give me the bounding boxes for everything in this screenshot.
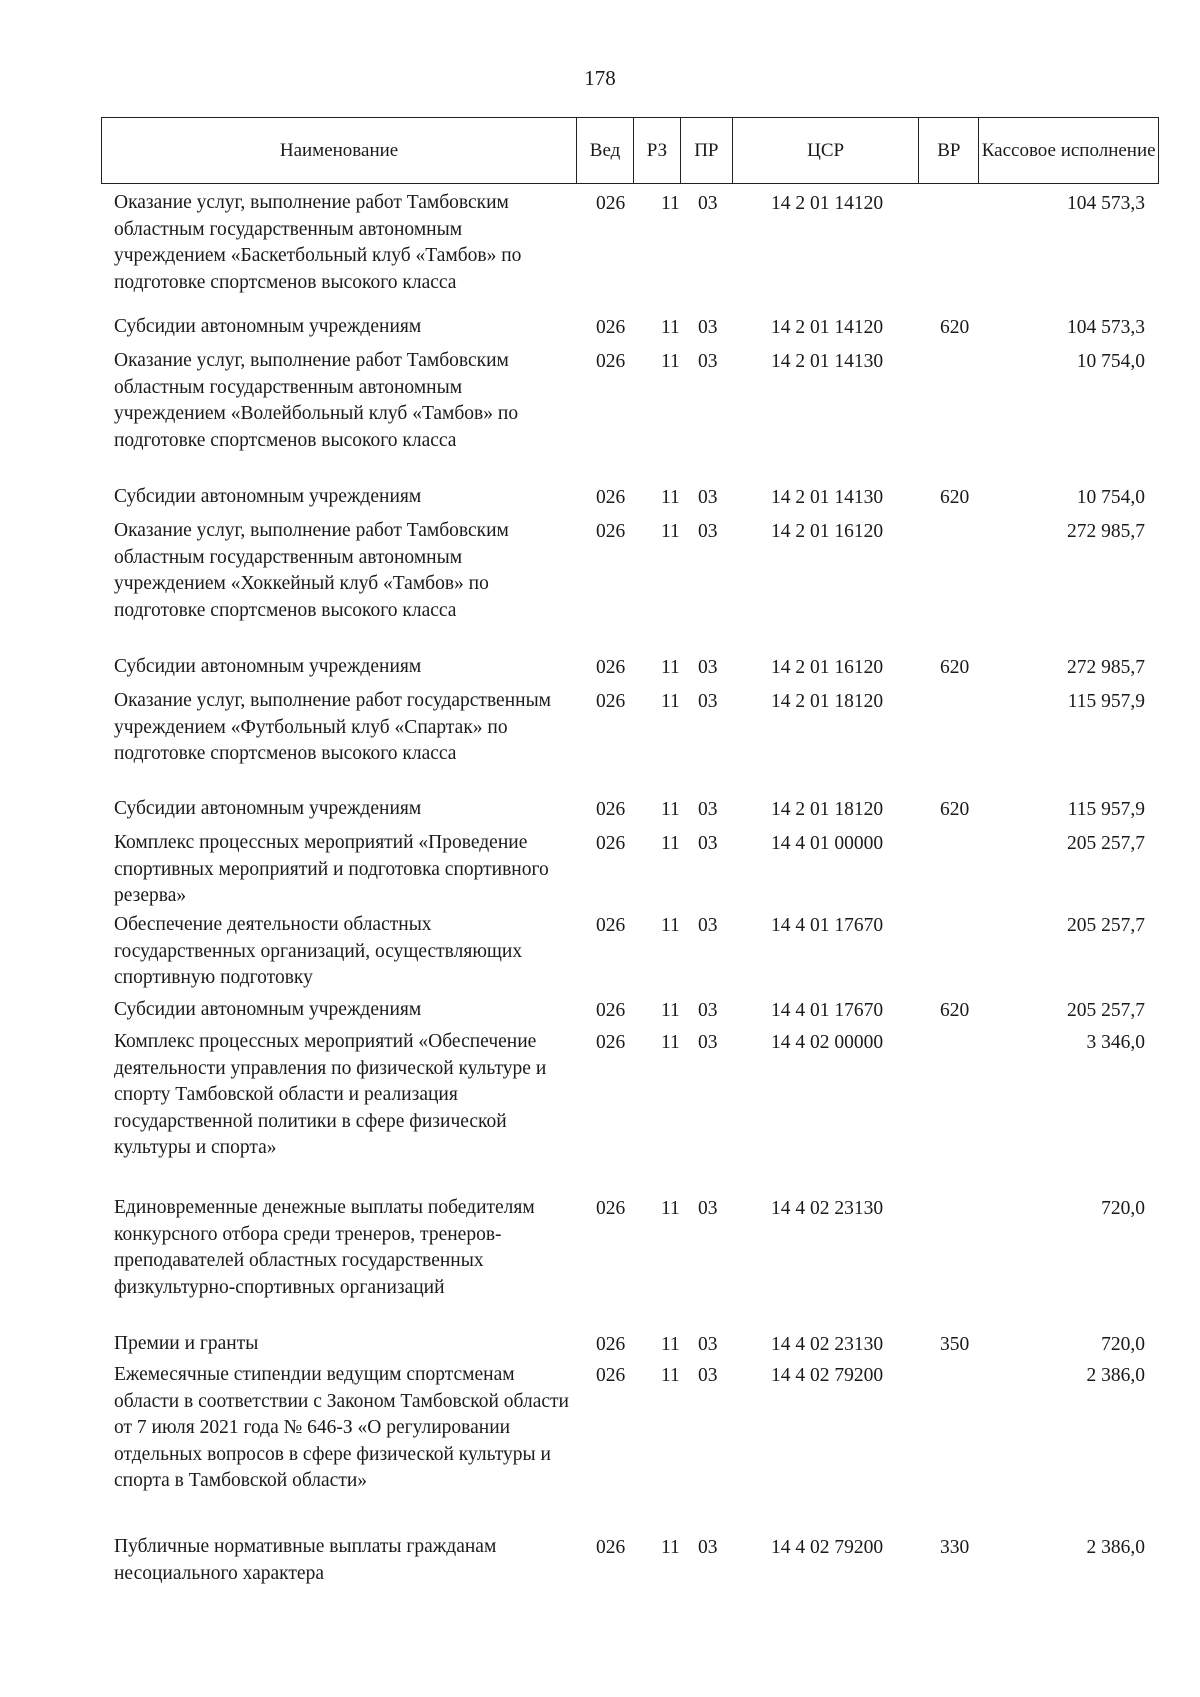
row-csr: 14 4 02 00000 [771, 1032, 884, 1053]
row-pr: 03 [698, 691, 718, 712]
row-name: Комплекс процессных мероприятий «Проведение спортивных мероприятий и подготовка спортивного резерва» [114, 832, 549, 906]
row-name: Единовременные денежные выплаты победителям конкурсного отбора среди тренеров, тренеров-преподавателей областных государственных физкультурно-спортивных организаций [114, 1197, 535, 1298]
row-name: Субсидии автономным учреждениям [114, 486, 422, 507]
row-sum: 205 257,7 [1067, 915, 1145, 936]
table-row [0, 518, 1200, 654]
row-name: Обеспечение деятельности областных государственных организаций, осуществляющих спортивную подготовку [114, 914, 523, 988]
row-rz: 11 [661, 1537, 680, 1558]
row-csr: 14 2 01 16120 [771, 521, 884, 542]
table-row [0, 796, 1200, 830]
row-ved: 026 [596, 657, 626, 678]
header-csr: ЦСР [733, 118, 920, 183]
row-ved: 026 [596, 915, 626, 936]
row-pr: 03 [698, 1365, 718, 1386]
row-csr: 14 4 01 17670 [771, 1000, 884, 1021]
row-pr: 03 [698, 915, 718, 936]
row-csr: 14 2 01 14130 [771, 487, 884, 508]
header-vr: ВР [919, 118, 979, 183]
row-ved: 026 [596, 1334, 626, 1355]
row-name: Оказание услуг, выполнение работ Тамбовским областным государственным автономным учреждением «Хоккейный клуб «Тамбов» по подготовке спортсменов высокого класса [114, 520, 509, 621]
row-sum: 720,0 [1101, 1198, 1145, 1219]
row-rz: 11 [661, 317, 680, 338]
row-ved: 026 [596, 1032, 626, 1053]
row-rz: 11 [661, 657, 680, 678]
header-rz: РЗ [634, 118, 681, 183]
header-sum: Кассовое исполнение [981, 139, 1156, 161]
header-pr: ПР [681, 118, 733, 183]
table-row [0, 1029, 1200, 1195]
row-sum: 205 257,7 [1067, 1000, 1145, 1021]
row-name: Оказание услуг, выполнение работ Тамбовским областным государственным автономным учреждением «Баскетбольный клуб «Тамбов» по подготовке спортсменов высокого класса [114, 192, 522, 293]
row-rz: 11 [661, 487, 680, 508]
row-sum: 115 957,9 [1067, 691, 1145, 712]
row-vr: 620 [940, 317, 970, 338]
row-csr: 14 2 01 18120 [771, 691, 884, 712]
row-rz: 11 [661, 1032, 680, 1053]
table-header [101, 117, 1159, 184]
row-pr: 03 [698, 1334, 718, 1355]
header-name: Наименование [102, 118, 577, 183]
row-sum: 272 985,7 [1067, 521, 1145, 542]
row-name: Публичные нормативные выплаты гражданам несоциального характера [114, 1536, 497, 1584]
page-number: 178 [584, 66, 616, 90]
row-vr: 350 [940, 1334, 970, 1355]
row-name: Субсидии автономным учреждениям [114, 316, 422, 337]
row-sum: 205 257,7 [1067, 833, 1145, 854]
row-csr: 14 4 02 23130 [771, 1198, 884, 1219]
row-ved: 026 [596, 1365, 626, 1386]
row-ved: 026 [596, 1000, 626, 1021]
row-rz: 11 [661, 351, 680, 372]
header-ved: Вед [577, 118, 634, 183]
row-pr: 03 [698, 1000, 718, 1021]
row-sum: 2 386,0 [1086, 1537, 1145, 1558]
row-csr: 14 2 01 14120 [771, 317, 884, 338]
row-ved: 026 [596, 691, 626, 712]
row-pr: 03 [698, 799, 718, 820]
row-ved: 026 [596, 487, 626, 508]
table-row [0, 1362, 1200, 1534]
row-csr: 14 4 02 79200 [771, 1537, 884, 1558]
row-sum: 720,0 [1101, 1334, 1145, 1355]
row-csr: 14 4 02 79200 [771, 1365, 884, 1386]
row-pr: 03 [698, 193, 718, 214]
row-name: Оказание услуг, выполнение работ государственным учреждением «Футбольный клуб «Спартак» по подготовке спортсменов высокого класса [114, 690, 552, 764]
row-csr: 14 4 02 23130 [771, 1334, 884, 1355]
table-row [0, 1534, 1200, 1594]
row-pr: 03 [698, 317, 718, 338]
row-pr: 03 [698, 1537, 718, 1558]
row-rz: 11 [661, 915, 680, 936]
table-row [0, 484, 1200, 518]
row-pr: 03 [698, 657, 718, 678]
table-row [0, 912, 1200, 997]
table-row [0, 1195, 1200, 1331]
row-ved: 026 [596, 833, 626, 854]
row-sum: 10 754,0 [1076, 487, 1145, 508]
row-pr: 03 [698, 351, 718, 372]
row-pr: 03 [698, 521, 718, 542]
row-name: Ежемесячные стипендии ведущим спортсменам области в соответствии с Законом Тамбовской области от 7 июля 2021 года № 646-З «О регулировании отдельных вопросов в сфере физической культуры и спорта в Тамбовской области» [114, 1364, 569, 1491]
row-vr: 620 [940, 657, 970, 678]
row-csr: 14 2 01 14130 [771, 351, 884, 372]
row-vr: 330 [940, 1537, 970, 1558]
table-row [0, 830, 1200, 912]
row-rz: 11 [661, 521, 680, 542]
row-rz: 11 [661, 1365, 680, 1386]
row-ved: 026 [596, 1198, 626, 1219]
row-pr: 03 [698, 1032, 718, 1053]
row-sum: 3 346,0 [1086, 1032, 1145, 1053]
row-pr: 03 [698, 1198, 718, 1219]
row-name: Субсидии автономным учреждениям [114, 656, 422, 677]
row-ved: 026 [596, 351, 626, 372]
row-name: Субсидии автономным учреждениям [114, 999, 422, 1020]
row-sum: 2 386,0 [1086, 1365, 1145, 1386]
row-csr: 14 4 01 00000 [771, 833, 884, 854]
row-rz: 11 [661, 691, 680, 712]
row-name: Субсидии автономным учреждениям [114, 798, 422, 819]
row-ved: 026 [596, 1537, 626, 1558]
row-rz: 11 [661, 193, 680, 214]
row-name: Премии и гранты [114, 1333, 259, 1354]
row-rz: 11 [661, 1198, 680, 1219]
row-rz: 11 [661, 1000, 680, 1021]
table-row [0, 1331, 1200, 1362]
row-name: Оказание услуг, выполнение работ Тамбовским областным государственным автономным учреждением «Волейбольный клуб «Тамбов» по подготовке спортсменов высокого класса [114, 350, 519, 451]
row-sum: 272 985,7 [1067, 657, 1145, 678]
row-csr: 14 2 01 14120 [771, 193, 884, 214]
row-rz: 11 [661, 799, 680, 820]
row-sum: 10 754,0 [1076, 351, 1145, 372]
row-ved: 026 [596, 521, 626, 542]
table-row [0, 654, 1200, 688]
row-sum: 104 573,3 [1067, 317, 1145, 338]
table-row [0, 190, 1200, 314]
row-pr: 03 [698, 833, 718, 854]
row-sum: 104 573,3 [1067, 193, 1145, 214]
row-ved: 026 [596, 799, 626, 820]
row-ved: 026 [596, 317, 626, 338]
row-csr: 14 2 01 16120 [771, 657, 884, 678]
row-pr: 03 [698, 487, 718, 508]
table-body [0, 190, 1200, 1594]
row-sum: 115 957,9 [1067, 799, 1145, 820]
row-rz: 11 [661, 833, 680, 854]
row-ved: 026 [596, 193, 626, 214]
row-vr: 620 [940, 1000, 970, 1021]
table-row [0, 997, 1200, 1029]
row-csr: 14 2 01 18120 [771, 799, 884, 820]
table-row [0, 348, 1200, 484]
row-vr: 620 [940, 799, 970, 820]
table-row [0, 314, 1200, 348]
row-csr: 14 4 01 17670 [771, 915, 884, 936]
row-name: Комплекс процессных мероприятий «Обеспечение деятельности управления по физической культуре и спорту Тамбовской области и реализация государственной политики в сфере физической культуры и спорта» [114, 1031, 547, 1158]
table-row [0, 688, 1200, 796]
row-rz: 11 [661, 1334, 680, 1355]
row-vr: 620 [940, 487, 970, 508]
